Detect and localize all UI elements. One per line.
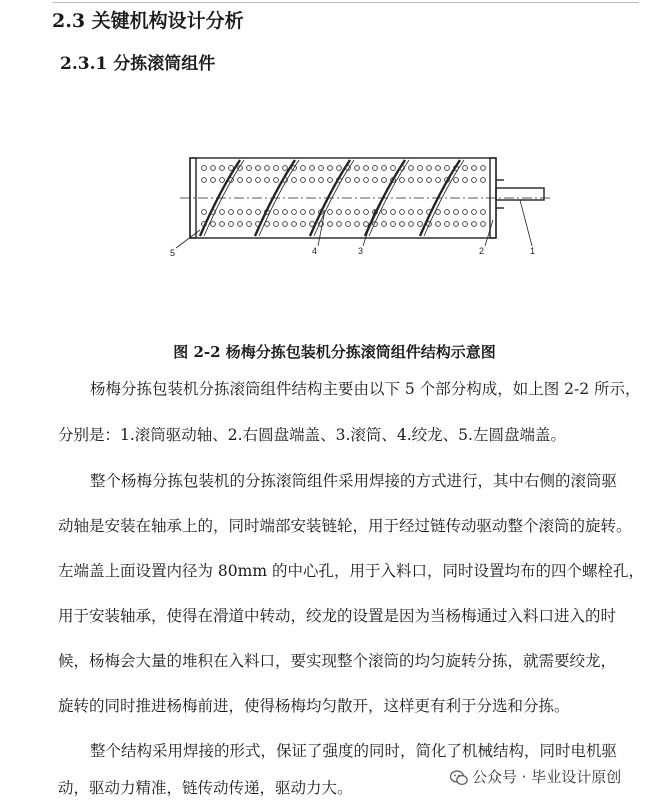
text-line: 杨梅分拣包装机分拣滚筒组件结构主要由以下 5 个部分构成，如上图 2-2 所示， [90, 380, 641, 398]
label-5: 5 [170, 248, 176, 258]
text-line: 整个杨梅分拣包装机的分拣滚筒组件采用焊接的方式进行，其中右侧的滚筒驱 [90, 472, 618, 490]
label-2: 2 [479, 246, 485, 256]
text-line: 旋转的同时推进杨梅前进，使得杨梅均匀散开，这样更有利于分选和分拣。 [58, 697, 570, 715]
text-line: 分别是：1.滚筒驱动轴、2.右圆盘端盖、3.滚筒、4.绞龙、5.左圆盘端盖。 [58, 426, 566, 444]
label-4: 4 [312, 246, 318, 256]
wechat-icon [450, 770, 468, 786]
header-rule [52, 2, 639, 3]
wechat-watermark [450, 766, 621, 787]
label-3: 3 [358, 246, 364, 256]
section-heading: 2.3 关键机构设计分析 [52, 10, 244, 32]
subsection-heading: 2.3.1 分拣滚筒组件 [60, 54, 216, 74]
text-line: 动轴是安装在轴承上的，同时端部安装链轮，用于经过链传动驱动整个滚筒的旋转。 [58, 517, 632, 535]
text-line: 候，杨梅会大量的堆积在入料口，要实现整个滚筒的均匀旋转分拣，就需要绞龙， [58, 652, 617, 670]
roller-assembly-figure [160, 150, 560, 270]
text-line: 用于安装轴承，使得在滑道中转动，绞龙的设置是因为当杨梅通过入料口进入的时 [58, 607, 617, 625]
text-line: 左端盖上面设置内径为 80mm 的中心孔，用于入料口，同时设置均布的四个螺栓孔， [58, 562, 644, 580]
figure-caption: 图 2-2 杨梅分拣包装机分拣滚筒组件结构示意图 [173, 343, 496, 361]
watermark-text: 公众号 · 毕业设计原创 [472, 768, 622, 786]
label-1: 1 [530, 246, 536, 256]
text-line: 动，驱动力精准，链传动传递，驱动力大。 [58, 779, 353, 797]
text-line: 整个结构采用焊接的形式，保证了强度的同时，简化了机械结构，同时电机驱 [90, 742, 618, 760]
